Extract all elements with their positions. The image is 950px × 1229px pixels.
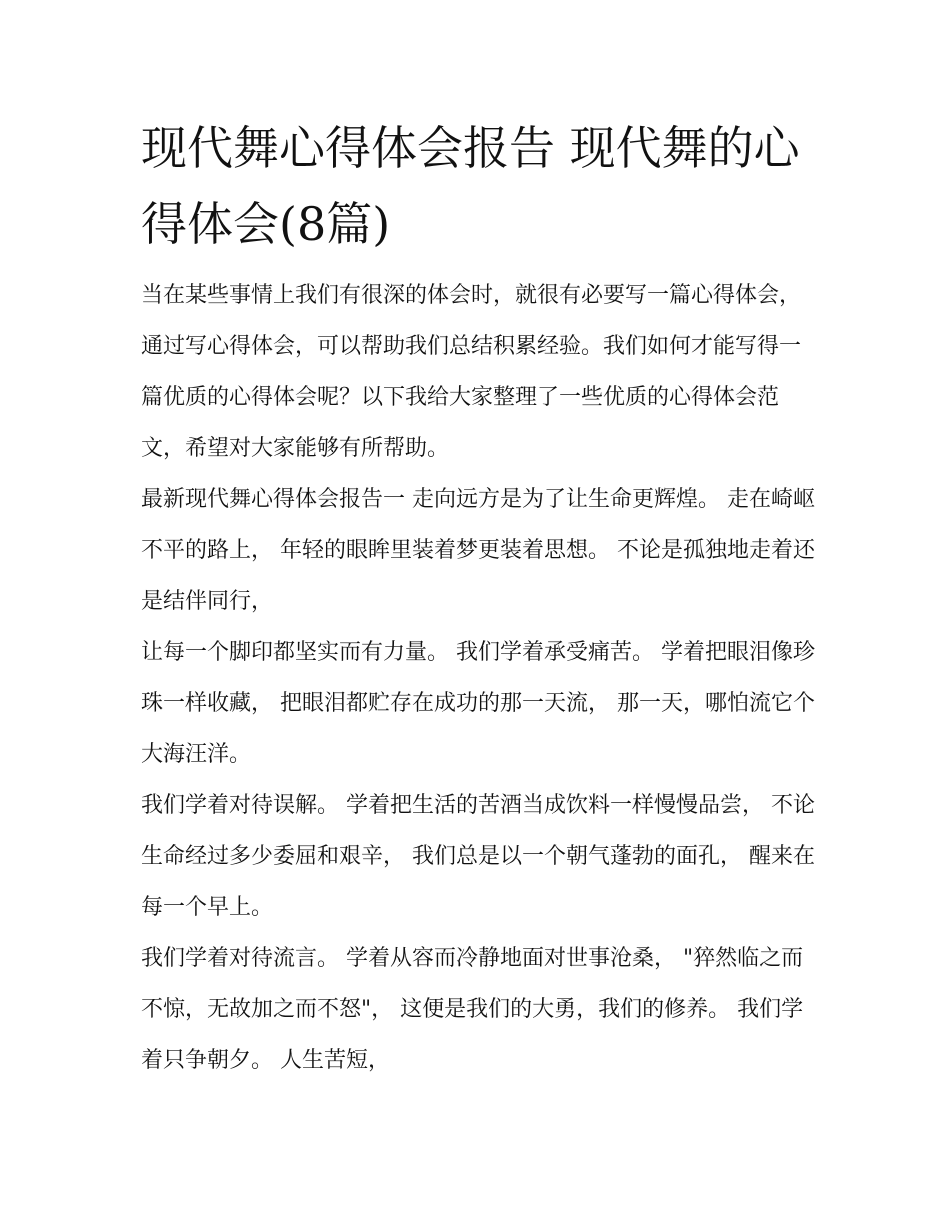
body-paragraph: 让每一个脚印都坚实而有力量。 我们学着承受痛苦。 学着把眼泪像珍珠一样收藏， 把眼泪都贮存在成功的那一天流， 那一天，哪怕流它个大海汪洋。 — [141, 640, 815, 767]
document-title: 现代舞心得体会报告 现代舞的心得体会(8篇) — [141, 121, 800, 251]
body-paragraph: 最新现代舞心得体会报告一 走向远方是为了让生命更辉煌。 走在崎岖不平的路上， 年轻的眼眸里装着梦更装着思想。 不论是孤独地走着还是结伴同行， — [141, 487, 815, 614]
document-body — [141, 110, 821, 1086]
intro-paragraph: 当在某些事情上我们有很深的体会时，就很有必要写一篇心得体会，通过写心得体会，可以帮助我们总结积累经验。我们如何才能写得一篇优质的心得体会呢？以下我给大家整理了一些优质的心得体会范文，希望对大家能够有所帮助。 — [141, 283, 802, 461]
body-paragraph: 我们学着对待流言。 学着从容而冷静地面对世事沧桑， "猝然临之而不惊，无故加之而不怒"， 这便是我们的大勇，我们的修养。 我们学着只争朝夕。 人生苦短， — [141, 946, 804, 1073]
body-paragraph: 我们学着对待误解。 学着把生活的苦酒当成饮料一样慢慢品尝， 不论生命经过多少委屈和艰辛， 我们总是以一个朝气蓬勃的面孔， 醒来在每一个早上。 — [141, 793, 815, 920]
